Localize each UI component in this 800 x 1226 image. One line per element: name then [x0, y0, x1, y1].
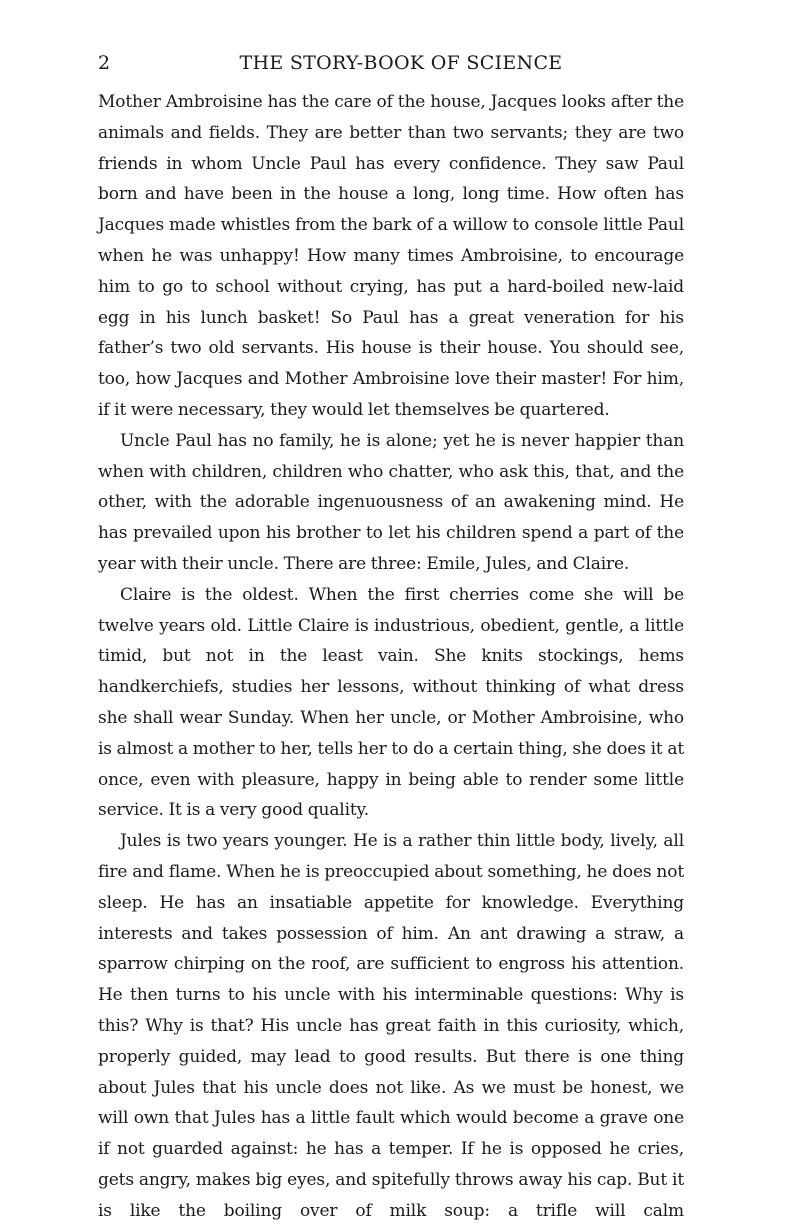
paragraph-2: Uncle Paul has no family, he is alone; yet he is never happier than when with children, children who chatter, who ask this, that, and the other, with the adorable ingenuousness of an awakening mind. He has prevailed upon his brother to let his children spend a part of the year with their uncle. There are three: Emile, Jules, and Claire.	[98, 430, 684, 574]
page-number: 2	[98, 52, 111, 74]
paragraph-4: Jules is two years younger. He is a rather thin little body, lively, all fire and flame. When he is preoccupied about something, he does not sleep. He has an insatiable appetite for knowledge. Everything interests and takes possession of him. An ant drawing a straw, a sparrow chirping on the roof, are sufficient to engross his attention. He then turns to his uncle with his interminable questions: Why is this? Why is that? His uncle has great faith in this curiosity, which, properly guided, may lead to good results. But there is one thing about Jules that his uncle does not like. As we must be honest, we will own that Jules has a little fault which would become a grave one if not guarded against: he has a temper. If he is opposed he cries, gets angry, makes big eyes, and spitefully throws away his cap. But it is like the boiling over of milk soup: a trifle will calm	[98, 831, 684, 1221]
paragraph-1: Mother Ambroisine has the care of the house, Jacques looks after the animals and fields. They are better than two servants; they are two friends in whom Uncle Paul has every confidence. They saw Paul born and have been in the house a long, long time. How often has Jacques made whistles from the bark of a willow to console little Paul when he was unhappy! How many times Ambroisine, to encourage him to go to school without crying, has put a hard-boiled new-laid egg in his lunch basket! So Paul has a great veneration for his father’s two old servants. His house is their house. You should see, too, how Jacques and Mother Ambroisine love their master! For him, if it were necessary, they would let themselves be quartered.	[98, 92, 684, 420]
body-text	[98, 87, 684, 1226]
running-header	[98, 52, 684, 82]
paragraph-3: Claire is the oldest. When the first cherries come she will be twelve years old. Little Claire is industrious, obedient, gentle, a little timid, but not in the least vain. She knits stockings, hems handkerchiefs, studies her lessons, without thinking of what dress she shall wear Sunday. When her uncle, or Mother Ambroisine, who is almost a mother to her, tells her to do a certain thing, she does it at once, even with pleasure, happy in being able to render some little service. It is a very good quality.	[98, 584, 684, 821]
running-title: THE STORY-BOOK OF SCIENCE	[239, 52, 563, 74]
book-page	[98, 52, 684, 1226]
